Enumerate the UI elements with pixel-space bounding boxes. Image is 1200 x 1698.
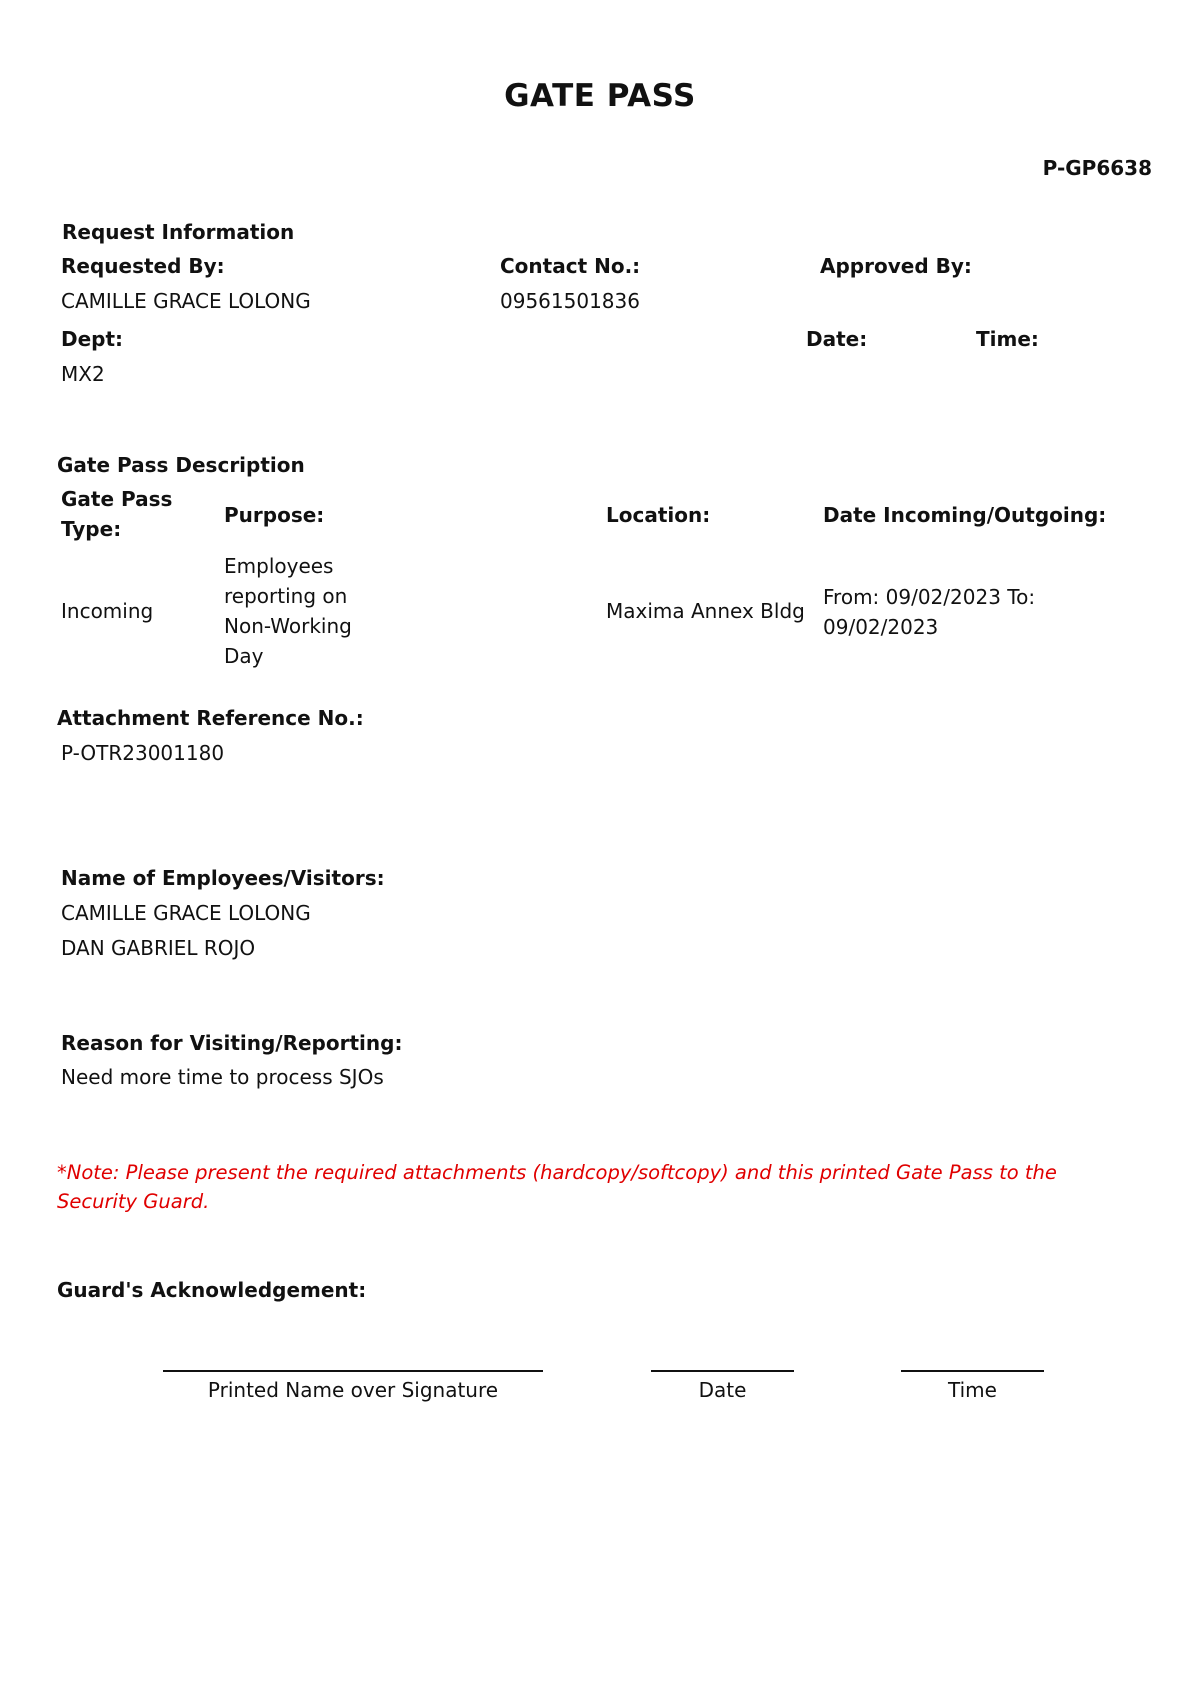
dept-value: MX2 — [61, 362, 105, 386]
signature-line — [163, 1370, 543, 1372]
date-line — [651, 1370, 794, 1372]
security-note: *Note: Please present the required attachments (hardcopy/softcopy) and this printed Gate Pass to the Security Guard. — [57, 1161, 1057, 1213]
document-title: GATE PASS — [504, 78, 696, 114]
contact-number-value: 09561501836 — [500, 289, 640, 313]
gate-pass-description-heading: Gate Pass Description — [57, 453, 305, 477]
purpose-value: Employees reporting on Non-Working Day — [224, 554, 352, 668]
time-caption: Time — [948, 1378, 997, 1402]
guard-acknowledgement-label: Guard's Acknowledgement: — [57, 1278, 367, 1302]
date-label: Date: — [806, 327, 868, 351]
purpose-label: Purpose: — [224, 503, 325, 527]
date-incoming-outgoing-label: Date Incoming/Outgoing: — [823, 503, 1107, 527]
reason-value: Need more time to process SJOs — [61, 1065, 384, 1089]
date-incoming-outgoing-value: From: 09/02/2023 To: 09/02/2023 — [823, 585, 1036, 639]
gate-pass-type-label: Gate Pass Type: — [61, 487, 173, 541]
signature-caption: Printed Name over Signature — [207, 1378, 499, 1402]
requested-by-value: CAMILLE GRACE LOLONG — [61, 289, 311, 313]
time-label: Time: — [976, 327, 1039, 351]
employee-name: CAMILLE GRACE LOLONG — [61, 901, 311, 925]
location-value: Maxima Annex Bldg — [606, 599, 805, 623]
dept-label: Dept: — [61, 327, 124, 351]
gate-pass-type-value: Incoming — [61, 599, 154, 623]
employees-visitors-label: Name of Employees/Visitors: — [61, 866, 385, 890]
approved-by-label: Approved By: — [820, 254, 972, 278]
contact-number-label: Contact No.: — [500, 254, 641, 278]
attachment-reference-value: P-OTR23001180 — [61, 741, 225, 765]
time-line — [901, 1370, 1044, 1372]
attachment-reference-label: Attachment Reference No.: — [57, 706, 364, 730]
date-caption: Date — [698, 1378, 747, 1402]
location-label: Location: — [606, 503, 711, 527]
request-information-heading: Request Information — [62, 220, 295, 244]
reason-label: Reason for Visiting/Reporting: — [61, 1031, 403, 1055]
gate-pass-reference-number: P-GP6638 — [1042, 156, 1152, 180]
requested-by-label: Requested By: — [61, 254, 225, 278]
employee-name: DAN GABRIEL ROJO — [61, 936, 256, 960]
